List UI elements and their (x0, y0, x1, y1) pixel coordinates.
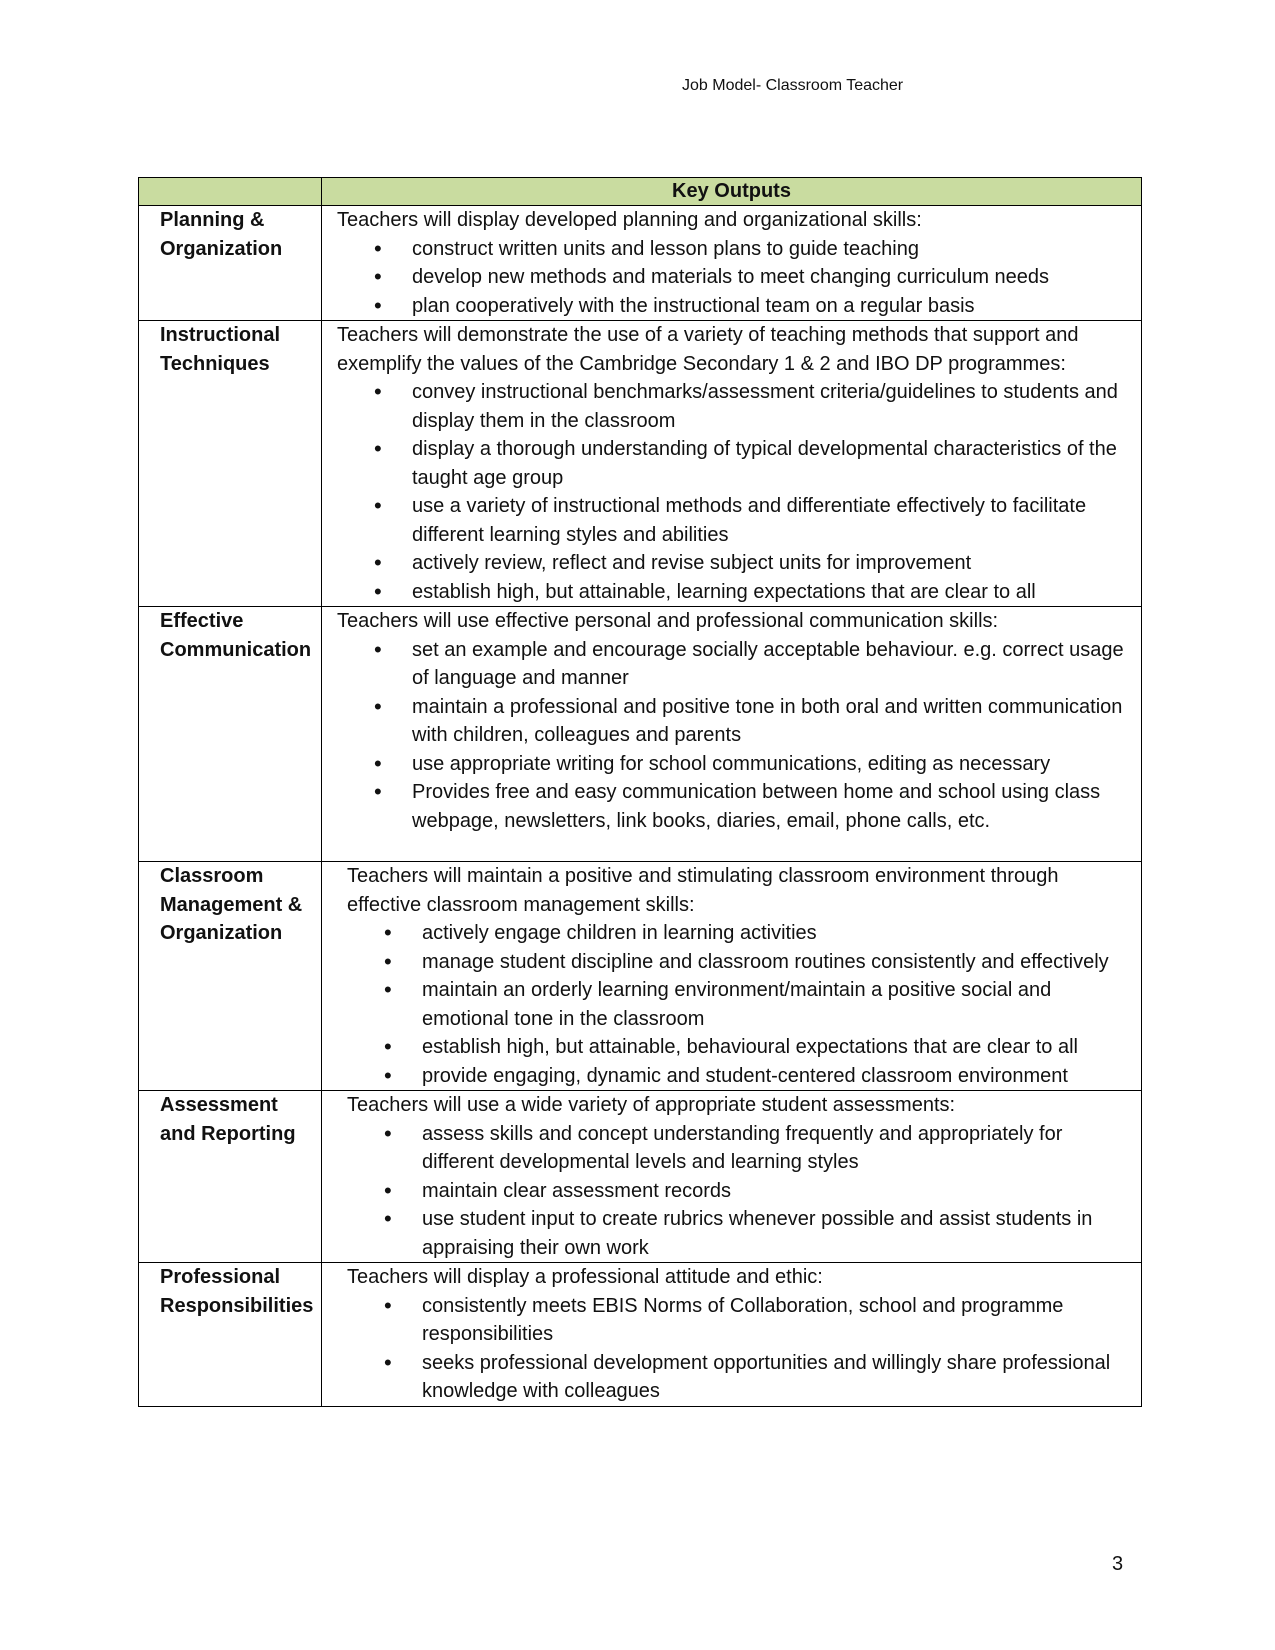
table-header-row (139, 178, 1142, 206)
list-item: • actively review, reflect and revise subject units for improvement (412, 549, 1127, 578)
area-label: Organization (160, 237, 283, 260)
outputs-cell (322, 607, 1142, 862)
list-item: • manage student discipline and classroom routines consistently and effectively (422, 948, 1127, 977)
outputs-intro: Teachers will use effective personal and professional communication skills: (337, 610, 999, 632)
list-item: • maintain clear assessment records (422, 1177, 1127, 1206)
outputs-list (337, 378, 1127, 606)
area-cell (139, 862, 322, 1091)
list-item: • display a thorough understanding of typical developmental characteristics of the taught age group (412, 435, 1127, 492)
outputs-intro: Teachers will display developed planning and organizational skills: (337, 209, 922, 231)
list-item: • construct written units and lesson plans to guide teaching (412, 235, 1127, 264)
area-cell (139, 1091, 322, 1263)
table-row-communication (139, 607, 1142, 862)
key-outputs-heading: Key Outputs (322, 178, 1142, 206)
list-item: • consistently meets EBIS Norms of Collaboration, school and programme responsibilities (422, 1292, 1127, 1349)
area-cell (139, 607, 322, 862)
area-label: Organization (160, 922, 283, 944)
area-label: Assessment (160, 1094, 278, 1116)
area-cell (139, 1263, 322, 1407)
list-item: • use a variety of instructional methods and differentiate effectively to facilitate different learning styles and abilities (412, 492, 1127, 549)
table-row-planning (139, 206, 1142, 321)
area-label: Effective (160, 610, 244, 632)
outputs-list (347, 1120, 1127, 1263)
list-item: • establish high, but attainable, behavioural expectations that are clear to all (422, 1033, 1127, 1062)
page-header-title: Job Model- Classroom Teacher (682, 77, 904, 94)
header-empty-cell (139, 178, 322, 206)
outputs-list (347, 1292, 1127, 1406)
outputs-cell (322, 1091, 1142, 1263)
outputs-list (337, 235, 1127, 321)
area-cell (139, 206, 322, 321)
outputs-cell (322, 862, 1142, 1091)
list-item: • plan cooperatively with the instructional team on a regular basis (412, 292, 1127, 321)
page-number: 3 (1112, 1553, 1124, 1575)
list-item: • convey instructional benchmarks/assessment criteria/guidelines to students and display them in the classroom (412, 378, 1127, 435)
outputs-list (337, 636, 1127, 836)
list-item: • actively engage children in learning activities (422, 919, 1127, 948)
area-cell (139, 321, 322, 607)
outputs-cell (322, 1263, 1142, 1407)
key-outputs-table (138, 177, 1142, 1407)
outputs-list (347, 919, 1127, 1090)
outputs-intro: Teachers will display a professional attitude and ethic: (347, 1266, 823, 1288)
table-row-instructional (139, 321, 1142, 607)
outputs-intro: Teachers will use a wide variety of appropriate student assessments: (347, 1094, 956, 1116)
cell-spacer (337, 835, 1127, 861)
list-item: • assess skills and concept understanding frequently and appropriately for different developmental levels and learning styles (422, 1120, 1127, 1177)
area-label: Communication (160, 638, 312, 661)
area-label: Techniques (160, 352, 270, 375)
area-label: and Reporting (160, 1122, 296, 1145)
list-item: • seeks professional development opportunities and willingly share professional knowledge with colleagues (422, 1349, 1127, 1406)
list-item: • use student input to create rubrics whenever possible and assist students in appraising their own work (422, 1205, 1127, 1262)
list-item: • maintain a professional and positive tone in both oral and written communication with children, colleagues and parents (412, 693, 1127, 750)
list-item: • develop new methods and materials to meet changing curriculum needs (412, 263, 1127, 292)
outputs-intro: Teachers will demonstrate the use of a variety of teaching methods that support and exemplify the values of the Cambridge Secondary 1 & 2 and IBO DP programmes: (337, 324, 1079, 375)
table-row-professional (139, 1263, 1142, 1407)
outputs-cell (322, 321, 1142, 607)
list-item: • Provides free and easy communication between home and school using class webpage, newsletters, link books, diaries, email, phone calls, etc. (412, 778, 1127, 835)
outputs-cell (322, 206, 1142, 321)
area-label: Instructional (160, 324, 281, 346)
list-item: • establish high, but attainable, learning expectations that are clear to all (412, 578, 1127, 607)
table-row-classroom (139, 862, 1142, 1091)
list-item: • use appropriate writing for school communications, editing as necessary (412, 750, 1127, 779)
area-label: Management & (160, 893, 303, 916)
list-item: • maintain an orderly learning environment/maintain a positive social and emotional tone in the classroom (422, 976, 1127, 1033)
area-label: Planning & (160, 209, 265, 231)
list-item: • provide engaging, dynamic and student-centered classroom environment (422, 1062, 1127, 1091)
table-row-assessment (139, 1091, 1142, 1263)
area-label: Responsibilities (160, 1294, 314, 1317)
list-item: • set an example and encourage socially acceptable behaviour. e.g. correct usage of language and manner (412, 636, 1127, 693)
area-label: Professional (160, 1266, 281, 1288)
area-label: Classroom (160, 865, 264, 887)
outputs-intro: Teachers will maintain a positive and stimulating classroom environment through effective classroom management skills: (347, 865, 1059, 916)
